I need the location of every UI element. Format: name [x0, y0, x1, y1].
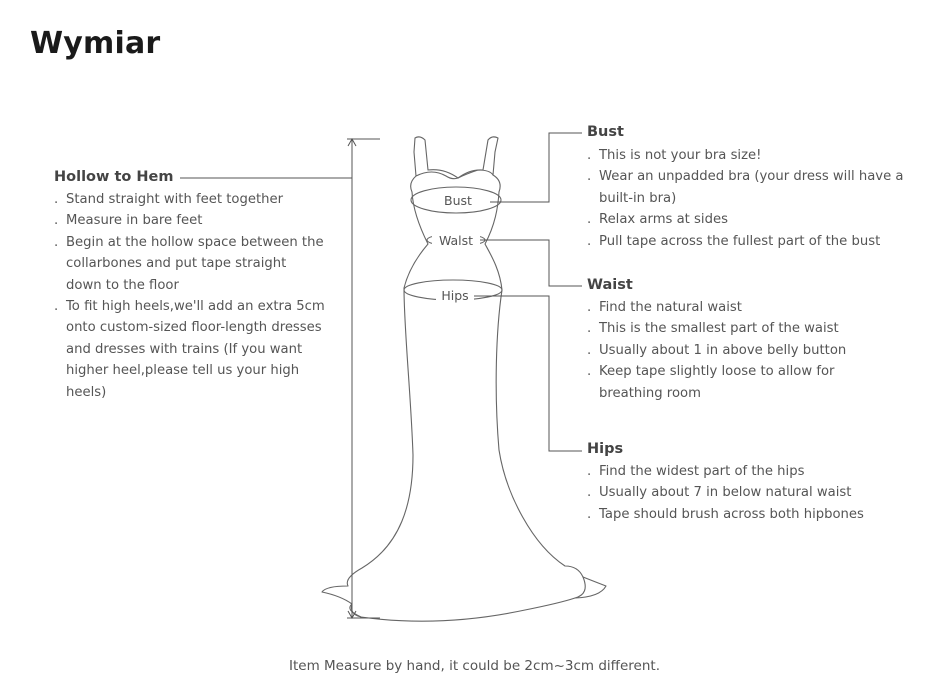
- list-item: . Measure in bare feet: [54, 213, 203, 229]
- hips-leader: [472, 296, 582, 451]
- list-item: . Usually about 7 in below natural waist: [587, 485, 852, 501]
- hollow-to-hem-list: [54, 189, 326, 403]
- list-item: . Stand straight with feet together: [54, 192, 284, 207]
- list-item: . This is not your bra size!: [587, 148, 762, 163]
- waist-diagram-label: Walst: [438, 233, 474, 248]
- footer-note: Item Measure by hand, it could be 2cm~3cm different.: [289, 658, 660, 674]
- list-item: . Find the natural waist: [587, 300, 742, 315]
- list-item: . Tape should brush across both hipbones: [587, 506, 864, 522]
- bust-title: Bust: [587, 124, 624, 140]
- list-item: . Pull tape across the fullest part of the bust: [587, 233, 881, 249]
- bust-leader: [490, 133, 582, 202]
- hips-diagram-label: Hips: [441, 288, 469, 303]
- dress-outline: [322, 137, 606, 621]
- waist-list: [587, 297, 877, 404]
- train-hem: [350, 577, 585, 617]
- bust-list: [587, 145, 905, 252]
- neckline: [416, 170, 493, 179]
- list-item: . Usually about 1 in above belly button: [587, 342, 847, 358]
- list-item: . Wear an unpadded bra (your dress will have a built-in bra): [587, 169, 904, 206]
- list-item: . Keep tape slightly loose to allow for breathing room: [587, 364, 835, 401]
- list-item: . This is the smallest part of the waist: [587, 321, 839, 337]
- bust-diagram-label: Bust: [444, 193, 472, 208]
- list-item: . Find the widest part of the hips: [587, 464, 805, 479]
- hips-title: Hips: [587, 441, 624, 457]
- page-title: Wymiar: [30, 26, 161, 61]
- hollow-to-hem-title: Hollow to Hem: [54, 169, 174, 185]
- hips-list: [587, 461, 897, 525]
- list-item: . Relax arms at sides: [587, 212, 728, 228]
- list-item: . To fit high heels,we'll add an extra 5cm onto custom-sized floor-length dresses and dresses with trains (If you want higher heel,please tell us your high heels): [54, 299, 325, 400]
- waist-title: Waist: [587, 277, 633, 293]
- list-item: . Begin at the hollow space between the collarbones and put tape straight down to the floor: [54, 234, 324, 293]
